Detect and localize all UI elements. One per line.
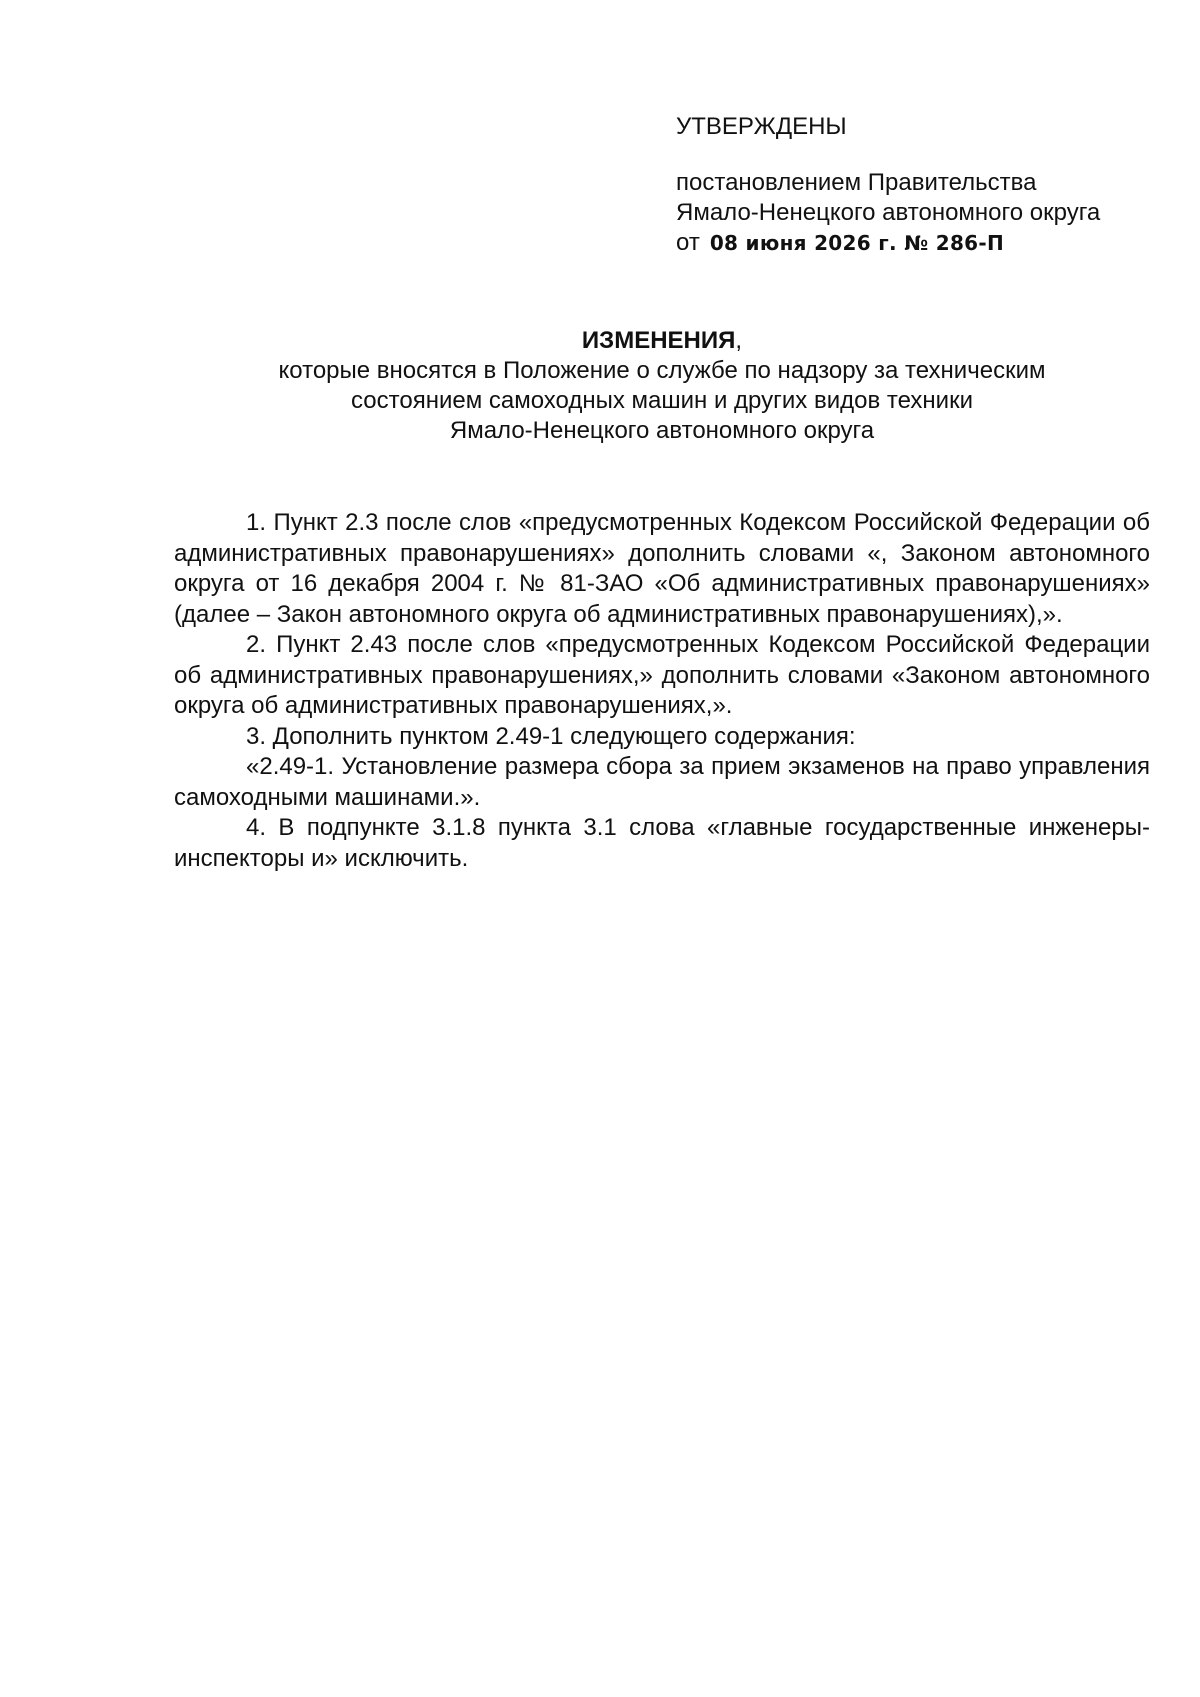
paragraph-2: 2. Пункт 2.43 после слов «предусмотренных Кодексом Российской Федерации об административных правонарушениях,» дополнить словами «Законом автономного округа об административных правонарушениях,». bbox=[174, 631, 1150, 719]
approval-authority-line-1: постановлением Правительства bbox=[676, 169, 1037, 196]
document-title-suffix: , bbox=[735, 327, 743, 354]
approval-stamp: УТВЕРЖДЕНЫ bbox=[676, 113, 847, 140]
approval-authority-line-2: Ямало-Ненецкого автономного округа bbox=[676, 199, 1101, 226]
approval-date-line bbox=[676, 228, 1176, 258]
approval-block bbox=[676, 112, 1176, 258]
paragraph-3: 3. Дополнить пунктом 2.49-1 следующего содержания: bbox=[246, 722, 856, 750]
document-subtitle-line-3: Ямало-Ненецкого автономного округа bbox=[449, 417, 875, 444]
document-subtitle-line-1: которые вносятся в Положение о службе по надзору за техническим bbox=[278, 357, 1046, 384]
paragraph-3-quote: «2.49-1. Установление размера сбора за прием экзаменов на право управления самоходными машинами.». bbox=[174, 753, 1150, 811]
document-subtitle-line-2: состоянием самоходных машин и других видов техники bbox=[351, 387, 973, 414]
document-body bbox=[174, 508, 1150, 874]
document-heading bbox=[174, 326, 1150, 446]
approval-date-prefix: от bbox=[676, 229, 700, 256]
document-title-text: ИЗМЕНЕНИЯ bbox=[581, 327, 736, 354]
paragraph-1: 1. Пункт 2.3 после слов «предусмотренных Кодексом Российской Федерации об административных правонарушениях» дополнить словами «, Законом автономного округа от 16 декабря 2004 г. № 81-ЗАО «Об административных правонарушениях» (далее – Закон автономного округа об административных правонарушениях),». bbox=[174, 509, 1150, 628]
document-title bbox=[174, 326, 1150, 356]
paragraph-4: 4. В подпункте 3.1.8 пункта 3.1 слова «главные государственные инженеры-инспекторы и» исключить. bbox=[174, 814, 1150, 872]
approval-date-value: 08 июня 2026 г. № 286-П bbox=[709, 231, 1005, 255]
